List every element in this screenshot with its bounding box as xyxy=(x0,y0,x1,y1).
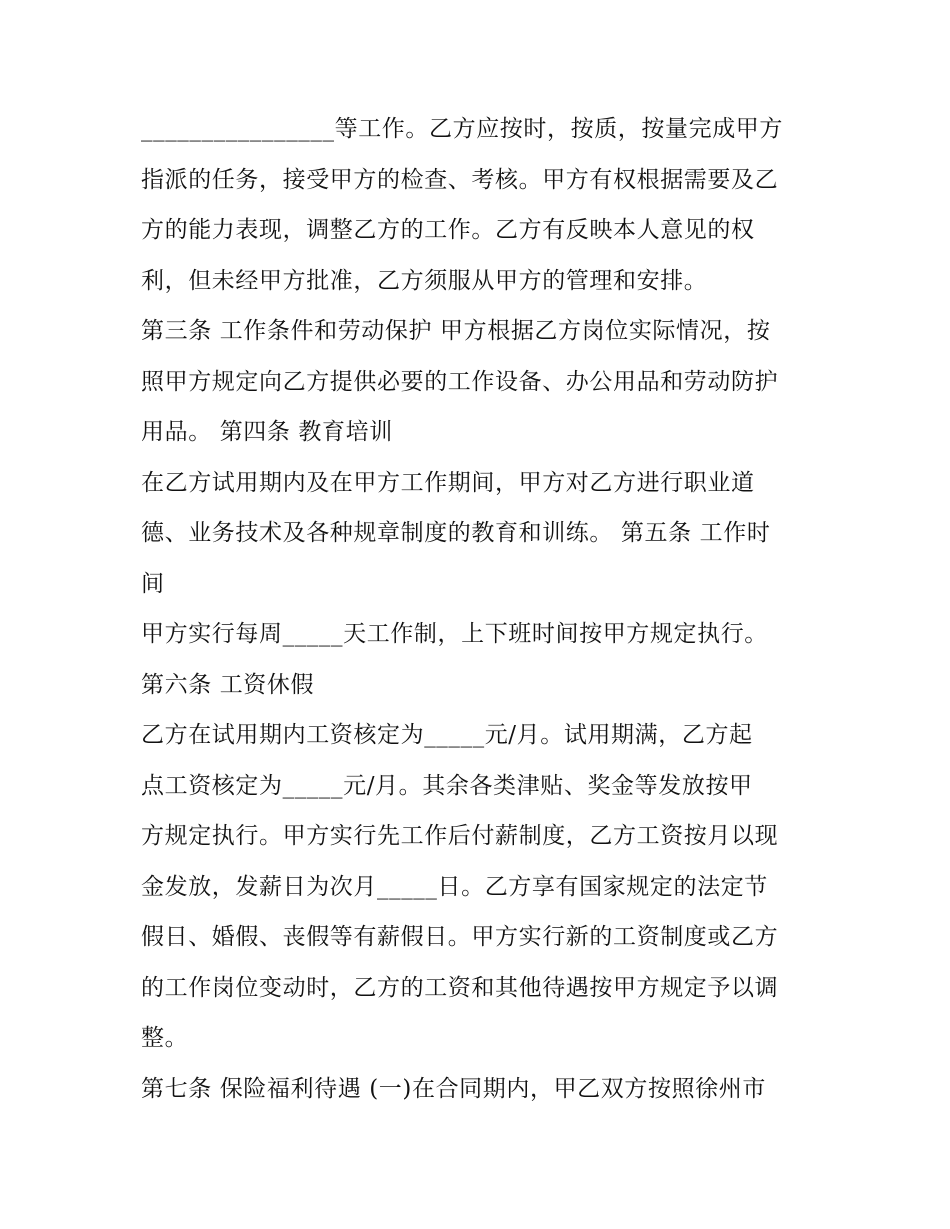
text-line: 间 xyxy=(141,570,165,597)
text-line: 指派的任务，接受甲方的检查、考核。甲方有权根据需要及乙 xyxy=(141,166,779,193)
text-line: 在乙方试用期内及在甲方工作期间，甲方对乙方进行职业道 xyxy=(141,469,755,496)
text-line: 第六条 工资休假 xyxy=(141,671,315,698)
text-line: 甲方实行每周_____天工作制，上下班时间按甲方规定执行。 xyxy=(141,621,768,647)
text-line: 乙方在试用期内工资核定为_____元/月。试用期满，乙方起 xyxy=(141,722,753,748)
text-line: 德、业务技术及各种规章制度的教育和训练。 第五条 工作时 xyxy=(141,520,771,546)
text-line: 整。 xyxy=(141,1025,189,1051)
text-line: 方规定执行。甲方实行先工作后付薪制度，乙方工资按月以现 xyxy=(141,823,779,849)
text-line: 照甲方规定向乙方提供必要的工作设备、办公用品和劳动防护 xyxy=(141,368,779,395)
text-line: ________________等工作。乙方应按时，按质，按量完成甲方 xyxy=(141,116,783,142)
text-line: 用品。 第四条 教育培训 xyxy=(141,419,393,445)
text-line: 方的能力表现，调整乙方的工作。乙方有反映本人意见的权 xyxy=(141,217,755,243)
document-body xyxy=(141,108,821,1118)
text-line: 金发放，发薪日为次月_____日。乙方享有国家规定的法定节 xyxy=(141,873,768,900)
text-line: 的工作岗位变动时，乙方的工资和其他待遇按甲方规定予以调 xyxy=(141,974,779,1001)
text-line: 利，但未经甲方批准，乙方须服从甲方的管理和安排。 xyxy=(141,267,708,294)
text-line: 第三条 工作条件和劳动保护 甲方根据乙方岗位实际情况，按 xyxy=(141,318,771,344)
text-line: 第七条 保险福利待遇 (一)在合同期内，甲乙双方按照徐州市 xyxy=(141,1075,766,1102)
text-line: 点工资核定为_____元/月。其余各类津贴、奖金等发放按甲 xyxy=(141,772,753,799)
text-line: 假日、婚假、丧假等有薪假日。甲方实行新的工资制度或乙方 xyxy=(141,924,779,950)
